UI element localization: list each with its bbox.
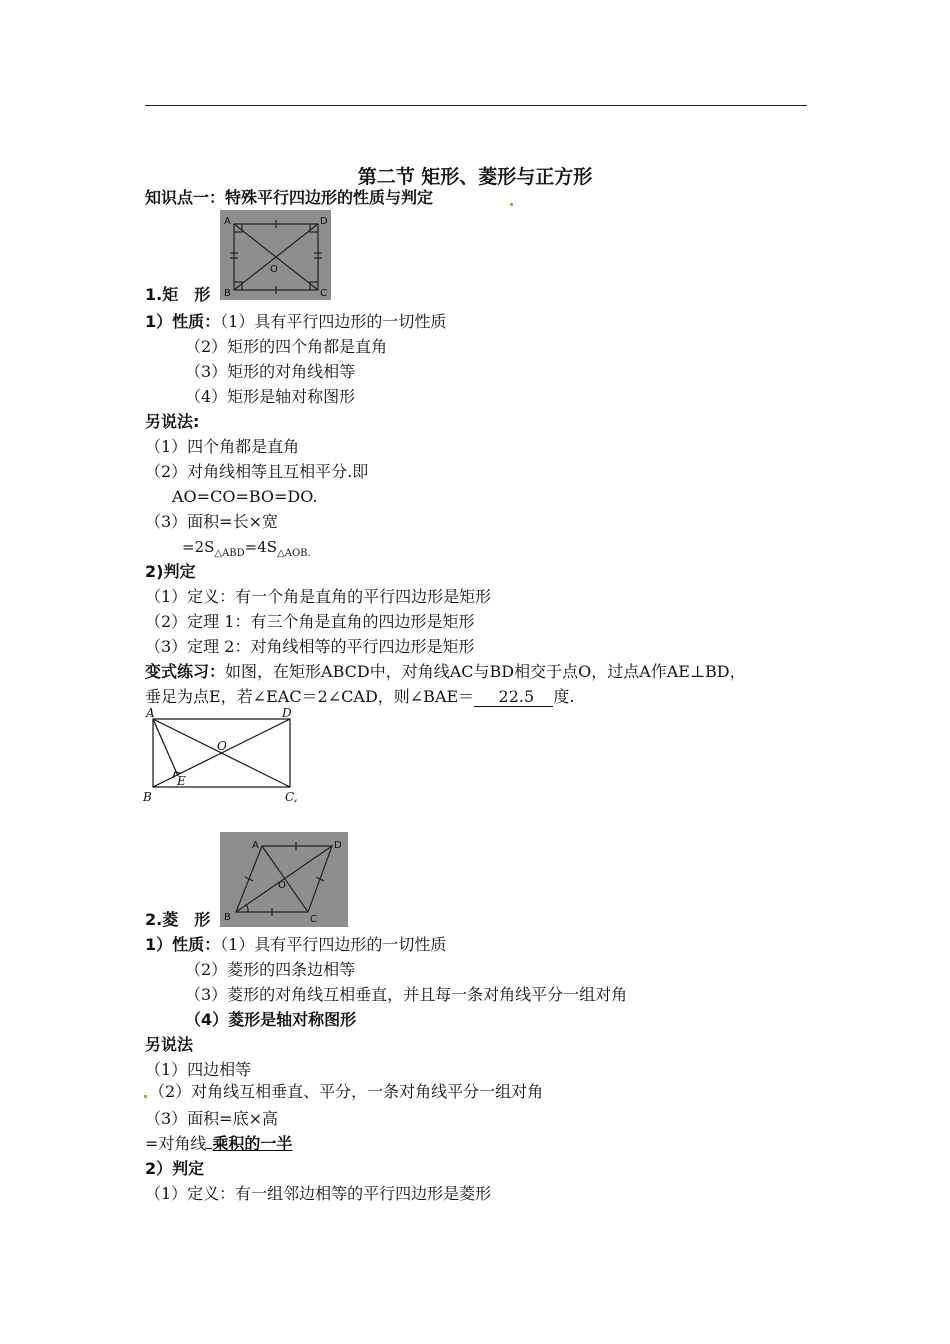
- marker-dot: [510, 203, 513, 206]
- label-E: E: [177, 774, 186, 788]
- label-D: D: [282, 706, 292, 720]
- area-suffix: 乘积的一半: [212, 1134, 293, 1153]
- answer-value: 22.5: [498, 687, 535, 706]
- area-eq-1: =2S: [182, 538, 215, 556]
- rhombus-prop-4: （4）菱形是轴对称图形: [185, 1010, 357, 1029]
- rhombus-heading: 2.菱 形: [145, 910, 211, 929]
- svg-text:O: O: [270, 264, 278, 275]
- rhombus-prop-2: （2）菱形的四条边相等: [185, 960, 356, 979]
- rhombus-prop-1: （1）具有平行四边形的一切性质: [220, 935, 447, 954]
- rect-area-formula: [182, 537, 311, 564]
- page-title: 第二节 矩形、菱形与正方形: [357, 166, 593, 188]
- rhombus-alt-1: （1）四边相等: [145, 1060, 252, 1079]
- rhombus-alt-2: （2）对角线互相垂直、平分，一条对角线平分一组对角: [149, 1082, 544, 1101]
- svg-text:B: B: [224, 288, 231, 299]
- label-C: C,: [285, 790, 298, 804]
- rect-judge-2: （2）定理 1：有三个角是直角的四边形是矩形: [145, 612, 475, 631]
- area-sub-1: △ABD: [214, 548, 245, 559]
- rhombus-alt-label: 另说法: [145, 1035, 194, 1054]
- label-O: O: [217, 739, 227, 753]
- rect-props-line-1: [145, 312, 446, 332]
- rect-prop-4: （4）矩形是轴对称图形: [185, 387, 356, 406]
- rhombus-prop-label: 1）性质：: [145, 935, 221, 954]
- exercise-text-1: 如图，在矩形ABCD中，对角线AC与BD相交于点O，过点A作AE⊥BD，: [225, 662, 746, 681]
- rect-prop-1: （1）具有平行四边形的一切性质: [220, 312, 447, 331]
- svg-text:A: A: [224, 216, 231, 227]
- exercise-line-2: [145, 687, 575, 707]
- rectangle-heading: 1.矩 形: [145, 285, 211, 304]
- area-prefix: =对角线: [145, 1134, 207, 1153]
- svg-text:C: C: [310, 914, 317, 925]
- exercise-label: 变式练习：: [145, 662, 226, 681]
- rhombus-area-line: [145, 1134, 292, 1154]
- rhombus-props-line-1: [145, 935, 446, 955]
- exercise-text-2: 垂足为点E，若∠EAC＝2∠CAD，则∠BAE＝: [145, 687, 475, 706]
- rhombus-sketch: [220, 832, 348, 927]
- svg-text:D: D: [320, 216, 328, 227]
- rect-prop-2: （2）矩形的四个角都是直角: [185, 337, 388, 356]
- header-rule: [145, 105, 807, 106]
- rhombus-alt-3: （3）面积=底×高: [145, 1109, 278, 1128]
- rect-prop-label: 1）性质：: [145, 312, 221, 331]
- rect-prop-3: （3）矩形的对角线相等: [185, 362, 356, 381]
- rhombus-judge-1: （1）定义：有一组邻边相等的平行四边形是菱形: [145, 1184, 492, 1203]
- svg-text:B: B: [224, 912, 231, 923]
- exercise-line-1: [145, 662, 746, 682]
- rect-judge-3: （3）定理 2：对角线相等的平行四边形是矩形: [145, 637, 475, 656]
- rect-judge-1: （1）定义：有一个角是直角的平行四边形是矩形: [145, 587, 492, 606]
- rect-alt-2: （2）对角线相等且互相平分.即: [145, 462, 369, 481]
- svg-text:O: O: [278, 880, 286, 891]
- rectangle-photo: [220, 210, 331, 300]
- rect-alt-label: 另说法:: [145, 412, 200, 431]
- exercise-answer: [474, 688, 553, 707]
- rhombus-prop-3: （3）菱形的对角线互相垂直，并且每一条对角线平分一组对角: [185, 985, 628, 1004]
- svg-text:D: D: [334, 840, 342, 851]
- exercise-figure: [140, 705, 315, 805]
- area-eq-2: =4S: [244, 538, 278, 556]
- exercise-text-3: 度.: [553, 687, 575, 706]
- label-B: B: [143, 790, 152, 804]
- area-sub-2: △AOB.: [277, 548, 311, 559]
- rect-alt-1: （1）四个角都是直角: [145, 437, 300, 456]
- label-A: A: [146, 706, 155, 720]
- rhombus-photo: [220, 832, 348, 927]
- rect-judge-label: 2)判定: [145, 562, 196, 581]
- marker-dot-2: [144, 1095, 147, 1098]
- rect-alt-3: AO=CO=BO=DO.: [172, 487, 318, 506]
- svg-text:A: A: [252, 840, 259, 851]
- rhombus-judge-label: 2）判定: [145, 1159, 205, 1178]
- rectangle-sketch: [220, 210, 331, 300]
- rect-alt-4: （3）面积=长×宽: [145, 512, 278, 531]
- svg-text:C: C: [320, 288, 327, 299]
- knowledge-point-heading: 知识点一：特殊平行四边形的性质与判定: [145, 188, 434, 207]
